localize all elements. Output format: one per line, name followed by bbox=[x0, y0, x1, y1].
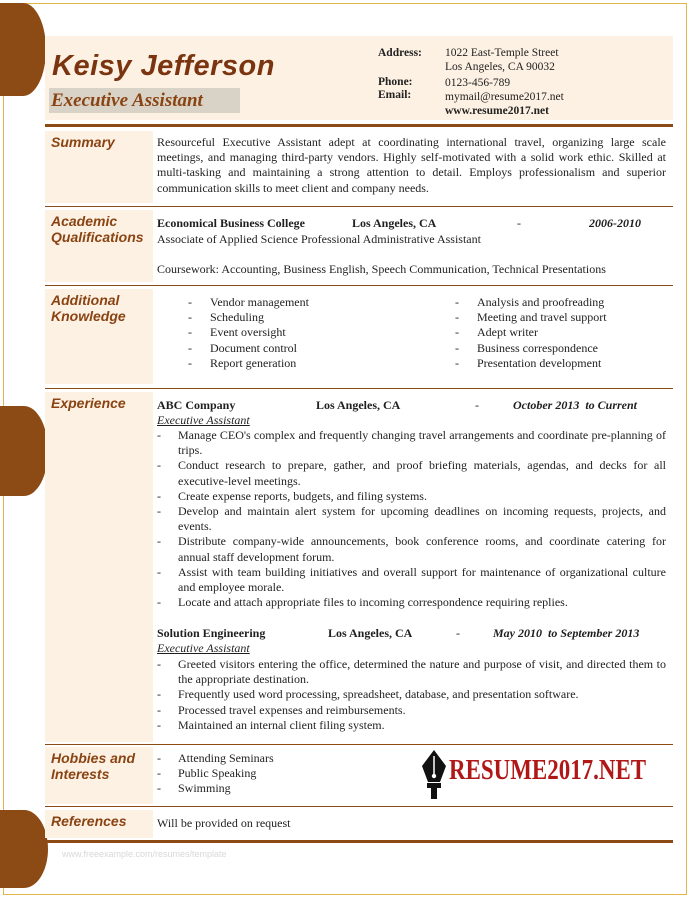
school-location: Los Angeles, CA bbox=[352, 216, 437, 230]
logo-text: RESUME2017.NET bbox=[449, 755, 647, 786]
academic-label bbox=[51, 213, 144, 245]
list-item: - Manage CEO's complex and frequently changing travel arrangements and coordinate pre-planning of trips. bbox=[157, 428, 666, 458]
phone-label: Phone: bbox=[378, 76, 413, 88]
hobbies-list bbox=[157, 751, 357, 797]
list-item: - Attending Seminars bbox=[157, 751, 274, 765]
knowledge-list-left bbox=[188, 295, 428, 371]
list-item: - Create expense reports, budgets, and filing systems. bbox=[157, 488, 427, 503]
school-dates: 2006-2010 bbox=[589, 216, 641, 230]
decor-tab-top bbox=[0, 3, 46, 96]
hobbies-label bbox=[51, 750, 135, 782]
email-label: Email: bbox=[378, 89, 412, 101]
divider-academic bbox=[45, 285, 673, 286]
phone-value: 0123-456-789 bbox=[445, 77, 511, 89]
knowledge-label-line2: Knowledge bbox=[51, 308, 126, 324]
list-item: - Frequently used word processing, spreadsheet, database, and presentation software. bbox=[157, 687, 579, 702]
list-item: - Analysis and proofreading bbox=[455, 295, 605, 309]
address-line2: Los Angeles, CA 90032 bbox=[445, 61, 555, 73]
academic-label-line1: Academic bbox=[51, 213, 118, 229]
list-item: - Adept writer bbox=[455, 325, 538, 340]
divider-summary bbox=[45, 206, 673, 207]
watermark: www.freeexample.com/resumes/template bbox=[62, 849, 227, 859]
list-item: - Assist with team building initiatives and overall support for maintenance of organizational culture and employee morale. bbox=[157, 564, 666, 595]
list-item: - Public Speaking bbox=[157, 766, 257, 781]
list-item: - Conduct research to prepare, gather, and proof briefing materials, agendas, and decks for all executive-level meetings. bbox=[157, 458, 666, 488]
knowledge-label-panel bbox=[45, 289, 153, 384]
hobbies-label-line2: Interests bbox=[51, 766, 110, 782]
summary-label-panel bbox=[45, 131, 153, 203]
fountain-pen-icon bbox=[418, 748, 450, 800]
candidate-title: Executive Assistant bbox=[49, 88, 240, 113]
list-item: - Distribute company-wide announcements, book conference rooms, and coordinate catering for annual staff development forum. bbox=[157, 534, 666, 564]
list-item: - Scheduling bbox=[188, 310, 264, 325]
hobbies-label-panel bbox=[45, 747, 153, 804]
job2-company: Solution Engineering bbox=[157, 626, 266, 640]
list-item: - Vendor management bbox=[188, 295, 309, 309]
job1-bullets bbox=[157, 428, 666, 610]
knowledge-list-right bbox=[455, 295, 665, 371]
job2-location: Los Angeles, CA bbox=[328, 626, 413, 640]
decor-tab-middle bbox=[0, 406, 48, 496]
summary-label: Summary bbox=[51, 134, 115, 150]
list-item: - Develop and maintain alert system for upcoming deadlines on incoming requests, projects, and events. bbox=[157, 504, 666, 534]
knowledge-label-line1: Additional bbox=[51, 292, 120, 308]
academic-label-panel bbox=[45, 210, 153, 282]
list-item: - Maintained an internal client filing system. bbox=[157, 717, 385, 732]
list-item: - Meeting and travel support bbox=[455, 310, 607, 325]
list-item: - Event oversight bbox=[188, 325, 286, 340]
job2-role: Executive Assistant bbox=[157, 641, 250, 655]
divider-knowledge bbox=[45, 388, 673, 389]
knowledge-label bbox=[51, 292, 126, 324]
list-item: - Report generation bbox=[188, 355, 297, 370]
address-label: Address: bbox=[378, 47, 422, 59]
experience-label: Experience bbox=[51, 395, 126, 411]
experience-label-panel bbox=[45, 392, 153, 742]
list-item: - Swimming bbox=[157, 781, 231, 796]
divider-header bbox=[45, 124, 673, 127]
references-text: Will be provided on request bbox=[157, 816, 291, 830]
candidate-name: Keisy Jefferson bbox=[52, 50, 275, 82]
job2-bullets bbox=[157, 657, 666, 733]
coursework: Coursework: Accounting, Business English, Speech Communication, Technical Presentations bbox=[157, 262, 606, 276]
website-link[interactable]: www.resume2017.net bbox=[445, 105, 549, 117]
list-item: - Processed travel expenses and reimbursements. bbox=[157, 702, 406, 717]
divider-experience bbox=[45, 744, 673, 745]
list-item: - Business correspondence bbox=[455, 340, 598, 355]
list-item: - Greeted visitors entering the office, determined the nature and purpose of visit, and directed them to the appropriate destination. bbox=[157, 657, 666, 687]
address-line1: 1022 East-Temple Street bbox=[445, 47, 559, 59]
school-name: Economical Business College bbox=[157, 216, 306, 230]
job1-company: ABC Company bbox=[157, 398, 236, 412]
summary-text: Resourceful Executive Assistant adept at coordinating international travel, organizing large scale meetings, and managing third-party vendors. Highly self-motivated with a solid work ethic. Skilled at multi-tasking and maintaining a strong attention to detail. Employs professionalism and superior communication skills to meet client and company needs. bbox=[157, 135, 666, 195]
list-item: - Document control bbox=[188, 340, 297, 355]
decor-tab-bottom bbox=[0, 810, 48, 888]
list-item: - Presentation development bbox=[455, 355, 602, 370]
school-dash: - bbox=[517, 216, 521, 230]
email-value[interactable]: mymail@resume2017.net bbox=[445, 91, 564, 103]
divider-bottom bbox=[45, 840, 673, 843]
degree: Associate of Applied Science Professional Administrative Assistant bbox=[157, 232, 481, 246]
list-item: - Locate and attach appropriate files to incoming correspondence requiring replies. bbox=[157, 595, 568, 610]
hobbies-label-line1: Hobbies and bbox=[51, 750, 136, 766]
job1-role: Executive Assistant bbox=[157, 413, 250, 427]
job2-dates: May 2010 to September 2013 bbox=[493, 626, 640, 640]
job1-dash: - bbox=[475, 398, 479, 412]
academic-label-line2: Qualifications bbox=[51, 229, 144, 245]
references-label: References bbox=[51, 813, 127, 829]
job1-location: Los Angeles, CA bbox=[316, 398, 401, 412]
job1-dates: October 2013 to Current bbox=[513, 398, 638, 412]
divider-hobbies bbox=[45, 806, 673, 807]
references-label-panel bbox=[45, 810, 153, 838]
job2-dash: - bbox=[456, 626, 460, 640]
